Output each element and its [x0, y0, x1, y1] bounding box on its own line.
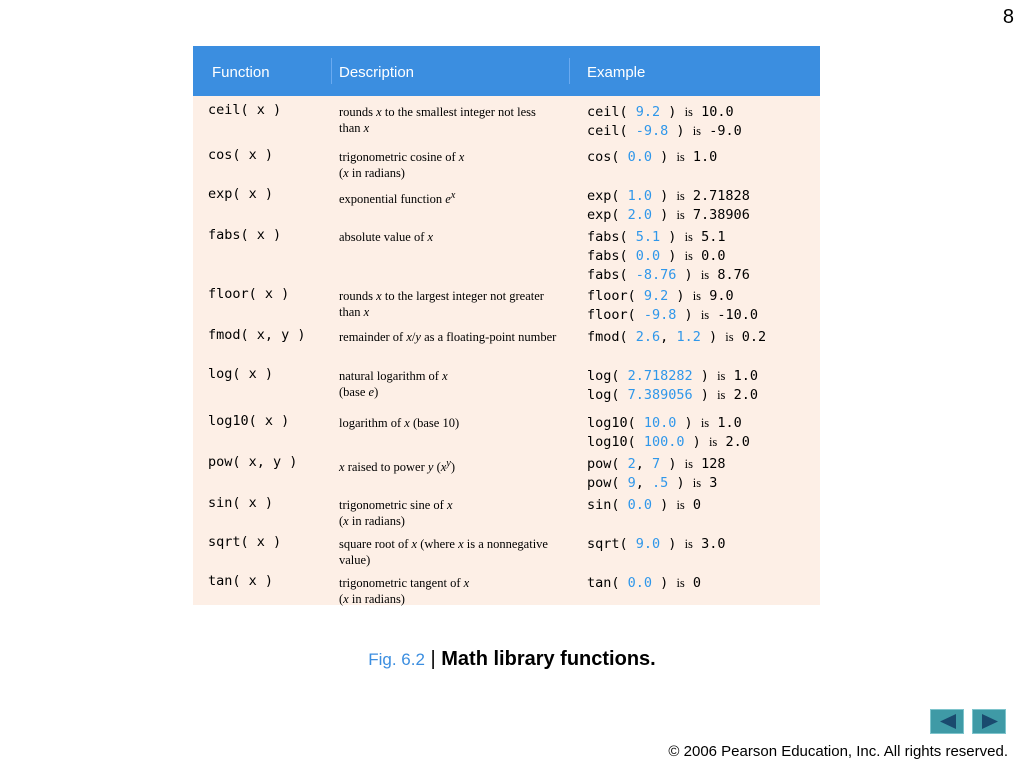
example-argument: 0.0: [627, 497, 653, 513]
function-description: exponential function $e^x$: [339, 190, 456, 207]
function-description: remainder of x/y as a floating-point number: [339, 330, 557, 344]
example-is: is: [692, 476, 702, 490]
example-close: ): [652, 207, 669, 223]
function-name: sin( x ): [208, 495, 274, 511]
example-argument: 1.2: [676, 329, 701, 345]
example-call: fabs(: [587, 229, 636, 245]
example-is: is: [676, 208, 685, 222]
function-name: floor( x ): [208, 286, 290, 302]
example-call: ceil(: [587, 104, 636, 120]
example-result: 10.0: [701, 104, 734, 120]
example-is: is: [676, 189, 685, 203]
function-name: sqrt( x ): [208, 534, 282, 550]
figure-number: Fig. 6.2: [368, 650, 425, 669]
figure-title: Math library functions.: [441, 648, 656, 670]
example-result: 5.1: [701, 229, 726, 245]
example-is: is: [700, 308, 710, 322]
example-argument: 2.718282: [627, 368, 693, 384]
figure-caption: [0, 648, 1024, 671]
example-call: floor(: [587, 307, 644, 323]
example-argument: 9.2: [635, 104, 661, 120]
example-result: 8.76: [717, 267, 750, 283]
example-line: [587, 387, 758, 406]
triangle-right-icon: [980, 713, 1000, 730]
example-line: [587, 288, 758, 307]
example-argument: .5: [652, 475, 669, 491]
function-description: absolute value of x: [339, 230, 434, 244]
function-description: trigonometric cosine of x (x in radians): [339, 150, 465, 180]
previous-slide-button[interactable]: [930, 709, 964, 734]
example-close: ): [660, 536, 677, 552]
example-result: 2.0: [725, 434, 750, 450]
header-example: Example: [587, 64, 646, 81]
example-line: [587, 104, 742, 123]
example-close: ): [652, 575, 669, 591]
example-result: 9.0: [709, 288, 734, 304]
example-line: [587, 188, 750, 207]
example-argument: 1.0: [627, 188, 653, 204]
example-close: ): [652, 149, 669, 165]
function-examples: [587, 368, 758, 406]
example-close: ): [700, 329, 718, 345]
example-argument: -9.8: [643, 307, 677, 323]
example-call: log10(: [587, 415, 644, 431]
function-description: square root of x (where x is a nonnegative value): [339, 537, 548, 567]
example-close: ): [692, 368, 709, 384]
header-divider: [331, 58, 332, 84]
example-line: [587, 497, 701, 516]
example-is: is: [700, 416, 710, 430]
example-result: 2.0: [733, 387, 758, 403]
example-close: ): [676, 415, 693, 431]
example-result: 1.0: [717, 415, 742, 431]
function-examples: [587, 104, 742, 142]
example-is: is: [684, 457, 693, 471]
copyright-notice: © 2006 Pearson Education, Inc. All rights reserved.: [668, 743, 1008, 760]
example-argument: 2.6: [635, 329, 661, 345]
example-result: 1.0: [692, 149, 718, 165]
function-examples: [587, 415, 750, 453]
example-is: is: [676, 150, 685, 164]
example-close: ): [660, 104, 677, 120]
example-argument: 0.0: [627, 149, 653, 165]
example-call: log10(: [587, 434, 644, 450]
example-argument: 2: [627, 456, 636, 472]
example-line: [587, 248, 750, 267]
example-is: is: [708, 435, 718, 449]
example-is: is: [684, 249, 693, 263]
example-line: [587, 149, 717, 168]
function-examples: [587, 497, 701, 516]
example-argument: 9: [627, 475, 636, 491]
example-call: fabs(: [587, 267, 636, 283]
function-examples: [587, 229, 750, 286]
function-name: log10( x ): [208, 413, 290, 429]
example-line: [587, 307, 758, 326]
example-result: 0: [692, 575, 702, 591]
example-call: cos(: [587, 149, 628, 165]
example-is: is: [725, 330, 734, 344]
function-name: fabs( x ): [208, 227, 282, 243]
example-result: 3.0: [701, 536, 726, 552]
function-description: natural logarithm of x (base e): [339, 369, 448, 399]
header-function: Function: [212, 64, 270, 81]
example-is: is: [692, 124, 702, 138]
function-name: fmod( x, y ): [208, 327, 306, 343]
table-header: [193, 46, 820, 96]
example-is: is: [684, 537, 693, 551]
caption-separator: |: [424, 648, 442, 670]
example-close: ): [684, 434, 701, 450]
example-call: floor(: [587, 288, 644, 304]
example-result: 3: [709, 475, 718, 491]
example-call: sin(: [587, 497, 628, 513]
example-result: 2.71828: [692, 188, 750, 204]
example-is: is: [717, 369, 726, 383]
function-examples: [587, 536, 725, 555]
function-name: ceil( x ): [208, 102, 282, 118]
example-close: ): [668, 123, 685, 139]
example-line: [587, 415, 750, 434]
example-close: ): [676, 307, 693, 323]
example-line: [587, 368, 758, 387]
example-result: 128: [701, 456, 726, 472]
example-line: [587, 575, 701, 594]
example-close: ): [668, 288, 685, 304]
function-name: exp( x ): [208, 186, 274, 202]
example-result: 0.2: [741, 329, 767, 345]
function-description: rounds x to the largest integer not greater than x: [339, 289, 544, 319]
page-number: 8: [1002, 6, 1014, 28]
function-examples: [587, 575, 701, 594]
example-argument: -9.8: [635, 123, 669, 139]
example-close: ): [660, 248, 677, 264]
next-slide-button[interactable]: [972, 709, 1006, 734]
function-name: pow( x, y ): [208, 454, 298, 470]
example-argument: -8.76: [635, 267, 677, 283]
example-call: exp(: [587, 207, 628, 223]
example-result: 0: [692, 497, 702, 513]
example-call: tan(: [587, 575, 628, 591]
example-line: [587, 329, 766, 348]
example-argument: 7.389056: [627, 387, 693, 403]
example-separator: ,: [635, 456, 653, 472]
example-close: ): [660, 456, 677, 472]
example-is: is: [676, 498, 685, 512]
example-argument: 0.0: [635, 248, 661, 264]
example-argument: 7: [652, 456, 661, 472]
example-argument: 10.0: [643, 415, 677, 431]
function-name: log( x ): [208, 366, 274, 382]
example-line: [587, 434, 750, 453]
header-description: Description: [339, 64, 415, 81]
triangle-left-icon: [938, 713, 958, 730]
example-result: -9.0: [709, 123, 742, 139]
example-result: 1.0: [733, 368, 758, 384]
function-name: tan( x ): [208, 573, 274, 589]
function-examples: [587, 188, 750, 226]
example-is: is: [684, 230, 693, 244]
example-call: fmod(: [587, 329, 636, 345]
example-result: 7.38906: [692, 207, 750, 223]
example-result: -10.0: [717, 307, 758, 323]
example-call: ceil(: [587, 123, 636, 139]
example-line: [587, 267, 750, 286]
example-is: is: [717, 388, 726, 402]
example-close: ): [652, 497, 669, 513]
example-is: is: [676, 576, 685, 590]
function-description: x raised to power y $(x^y)$: [339, 458, 456, 475]
function-description: trigonometric sine of x (x in radians): [339, 498, 453, 528]
example-argument: 9.2: [643, 288, 669, 304]
example-call: log(: [587, 368, 628, 384]
function-examples: [587, 288, 758, 326]
example-close: ): [652, 188, 669, 204]
example-line: [587, 229, 750, 248]
example-line: [587, 123, 742, 142]
example-argument: 100.0: [643, 434, 685, 450]
example-call: fabs(: [587, 248, 636, 264]
example-argument: 2.0: [627, 207, 653, 223]
example-is: is: [700, 268, 710, 282]
example-close: ): [676, 267, 693, 283]
math-functions-table: [193, 46, 820, 605]
example-call: pow(: [587, 456, 628, 472]
example-call: exp(: [587, 188, 628, 204]
example-is: is: [692, 289, 702, 303]
function-examples: [587, 149, 717, 168]
example-line: [587, 207, 750, 226]
example-line: [587, 475, 725, 494]
function-description: logarithm of x (base 10): [339, 416, 460, 430]
function-description: trigonometric tangent of x (x in radians): [339, 576, 470, 606]
function-examples: [587, 456, 725, 494]
example-line: [587, 456, 725, 475]
example-separator: ,: [660, 329, 677, 345]
example-close: ): [660, 229, 677, 245]
example-close: ): [668, 475, 685, 491]
example-line: [587, 536, 725, 555]
example-argument: 9.0: [635, 536, 661, 552]
function-name: cos( x ): [208, 147, 274, 163]
example-result: 0.0: [701, 248, 726, 264]
example-call: sqrt(: [587, 536, 636, 552]
example-separator: ,: [635, 475, 653, 491]
example-call: log(: [587, 387, 628, 403]
example-close: ): [692, 387, 709, 403]
function-examples: [587, 329, 766, 348]
function-description: rounds x to the smallest integer not less than x: [339, 105, 536, 135]
header-divider: [569, 58, 570, 84]
example-argument: 5.1: [635, 229, 661, 245]
example-call: pow(: [587, 475, 628, 491]
example-is: is: [684, 105, 693, 119]
example-argument: 0.0: [627, 575, 653, 591]
